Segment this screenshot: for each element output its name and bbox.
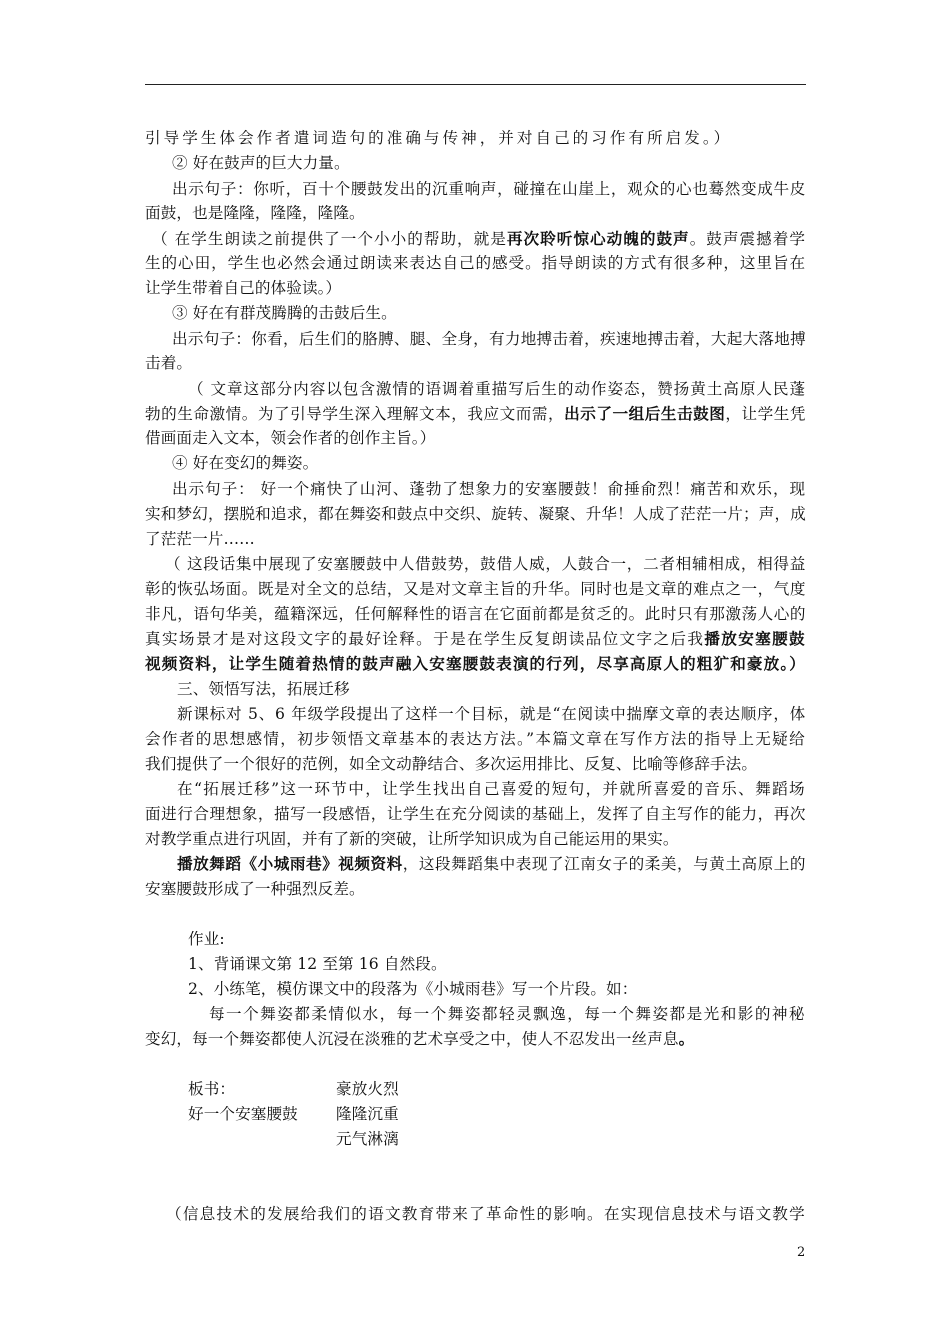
text-run: 借画面走入文本，领会作者的创作主旨。） xyxy=(145,429,436,447)
text-run: 在“拓展迁移”这一环节中，让学生找出自己喜爱的短句，并就所喜爱的音乐、舞蹈场 xyxy=(177,780,806,798)
text-run: 彰的恢弘场面。既是对全文的总结，又是对文章主旨的升华。同时也是文章的难点之一，气度 xyxy=(145,580,806,598)
text-line xyxy=(172,303,397,323)
text-line xyxy=(145,128,732,148)
text-run: 作业: xyxy=(188,930,225,948)
text-line xyxy=(188,1104,298,1124)
text-line xyxy=(177,704,806,724)
text-line xyxy=(145,504,806,524)
text-run: 1、背诵课文第 12 至第 16 自然段。 xyxy=(188,955,447,973)
text-run: 让学生带着自己的体验读。） xyxy=(145,279,342,297)
text-run: （ 这段话集中展现了安塞腰鼓中人借鼓势，鼓借人威，人鼓合一，二者相辅相成，相得益 xyxy=(165,555,806,573)
text-line xyxy=(172,479,806,499)
text-line xyxy=(145,353,192,373)
text-run: 豪放火烈 xyxy=(336,1080,399,1098)
text-line xyxy=(166,1204,806,1224)
text-run: 会作者的思想感情，初步领悟文章基本的表达方法。”本篇文章在写作方法的指导上无疑给 xyxy=(145,730,806,748)
text-run: 面鼓，也是隆隆，隆隆，隆隆。 xyxy=(145,204,365,222)
text-line xyxy=(145,754,757,774)
bold-text: 再次聆听惊心动魄的鼓声 xyxy=(506,229,690,248)
text-line xyxy=(172,179,806,199)
text-line xyxy=(145,829,679,849)
text-run: 元气淋漓 xyxy=(336,1130,399,1148)
text-line xyxy=(177,679,350,699)
text-line xyxy=(172,329,806,349)
text-run: （ 在学生朗读之前提供了一个小小的帮助，就是 xyxy=(152,230,507,248)
text-run: 实和梦幻，摆脱和追求，都在舞姿和鼓点中交织、旋转、凝聚、升华！人成了茫茫一片；声，成 xyxy=(145,505,806,523)
text-line xyxy=(145,203,365,223)
text-line xyxy=(188,1079,235,1099)
text-line xyxy=(172,453,318,473)
text-run: 好一个安塞腰鼓 xyxy=(188,1105,298,1123)
text-run: 2、小练笔，模仿课文中的段落为《小城雨巷》写一个片段。如： xyxy=(188,980,638,998)
text-run: 真实场景才是对这段文字的最好诠释。于是在学生反复朗读品位文字之后我 xyxy=(145,630,705,648)
text-line xyxy=(145,729,806,749)
text-line xyxy=(188,979,637,999)
text-line xyxy=(145,253,806,273)
text-run: 出示句子： 好一个痛快了山河、蓬勃了想象力的安塞腰鼓！俞捶俞烈！痛苦和欢乐，现 xyxy=(172,480,806,498)
text-line xyxy=(177,779,806,799)
text-line xyxy=(188,929,225,949)
text-line xyxy=(145,604,806,624)
bold-text: 播放舞蹈《小城雨巷》视频资料 xyxy=(177,854,403,873)
text-run: 对教学重点进行巩固，并有了新的突破，让所学知识成为自己能运用的果实。 xyxy=(145,830,679,848)
text-run: 我们提供了一个很好的范例，如全文动静结合、多次运用排比、反复、比喻等修辞手法。 xyxy=(145,755,758,773)
text-line xyxy=(172,153,350,173)
text-run: 生的心田，学生也必然会通过朗读来表达自己的感受。指导朗读的方式有很多种，这里旨在 xyxy=(145,254,806,272)
text-line xyxy=(145,804,806,824)
text-run: （ 文章这部分内容以包含激情的语调着重描写后生的动作姿态，赞扬黄土高原人民蓬 xyxy=(188,380,806,398)
text-line xyxy=(336,1104,399,1124)
text-run: 。鼓声震撼着学 xyxy=(689,230,806,248)
text-run: 出示句子：你听，百十个腰鼓发出的沉重响声，碰撞在山崖上，观众的心也蓦然变成牛皮 xyxy=(172,180,806,198)
text-line xyxy=(188,379,806,399)
header-rule xyxy=(145,84,806,85)
text-run: 变幻，每一个舞姿都使人沉浸在淡雅的艺术享受之中，使人不忍发出一丝声息 xyxy=(145,1030,679,1048)
text-line xyxy=(177,854,806,874)
text-line xyxy=(145,629,806,649)
text-line xyxy=(209,1004,806,1024)
text-line xyxy=(145,428,435,448)
text-line xyxy=(145,529,255,549)
text-run: 三、领悟写法，拓展迁移 xyxy=(177,680,350,698)
text-run: （信息技术的发展给我们的语文教育带来了革命性的影响。在实现信息技术与语文教学 xyxy=(166,1205,806,1223)
text-line xyxy=(152,229,806,249)
text-line xyxy=(145,654,806,674)
text-line xyxy=(188,954,447,974)
text-line xyxy=(145,404,806,424)
text-run: 隆隆沉重 xyxy=(336,1105,399,1123)
text-run: 勃的生命激情。为了引导学生深入理解文本，我应文而需， xyxy=(145,405,565,423)
text-run: 引导学生体会作者遣词造句的准确与传神，并对自己的习作有所启发。） xyxy=(145,129,733,147)
bold-text: 播放安塞腰鼓 xyxy=(704,629,806,648)
text-run: 安塞腰鼓形成了一种强烈反差。 xyxy=(145,880,365,898)
text-run: 非凡，语句华美，蕴籍深远，任何解释性的语言在它面前都是贫乏的。此时只有那激荡人心的 xyxy=(145,605,806,623)
bold-text: 。 xyxy=(678,1029,695,1048)
text-run: 新课标对 5、6 年级学段提出了这样一个目标，就是“在阅读中揣摩文章的表达顺序，体 xyxy=(177,705,806,723)
bold-text: 出示了一组后生击鼓图 xyxy=(564,404,726,423)
text-line xyxy=(336,1129,399,1149)
text-line xyxy=(145,278,341,298)
text-run: ，这段舞蹈集中表现了江南女子的柔美，与黄土高原上的 xyxy=(402,855,806,873)
text-run: ③ 好在有群茂腾腾的击鼓后生。 xyxy=(172,304,397,322)
text-run: 了茫茫一片…… xyxy=(145,530,255,548)
text-run: 出示句子：你看，后生们的胳膊、腿、全身，有力地搏击着，疾速地搏击着，大起大落地搏 xyxy=(172,330,806,348)
text-run: 击着。 xyxy=(145,354,193,372)
text-line xyxy=(336,1079,399,1099)
text-run: 面进行合理想象，描写一段感悟，让学生在充分阅读的基础上，发挥了自主写作的能力，再次 xyxy=(145,805,806,823)
text-run: 板书： xyxy=(188,1080,236,1098)
text-run: 每一个舞姿都柔情似水，每一个舞姿都轻灵飘逸，每一个舞姿都是光和影的神秘 xyxy=(209,1005,806,1023)
text-run: ② 好在鼓声的巨大力量。 xyxy=(172,154,350,172)
bold-text: 视频资料，让学生随着热情的鼓声融入安塞腰鼓表演的行列，尽享高原人的粗犷和豪放。） xyxy=(145,654,806,673)
text-line xyxy=(165,554,806,574)
text-line xyxy=(145,579,806,599)
page-number: 2 xyxy=(797,1245,806,1260)
text-run: ，让学生凭 xyxy=(725,405,806,423)
text-line xyxy=(145,879,365,899)
text-run: ④ 好在变幻的舞姿。 xyxy=(172,454,319,472)
text-line xyxy=(145,1029,694,1049)
